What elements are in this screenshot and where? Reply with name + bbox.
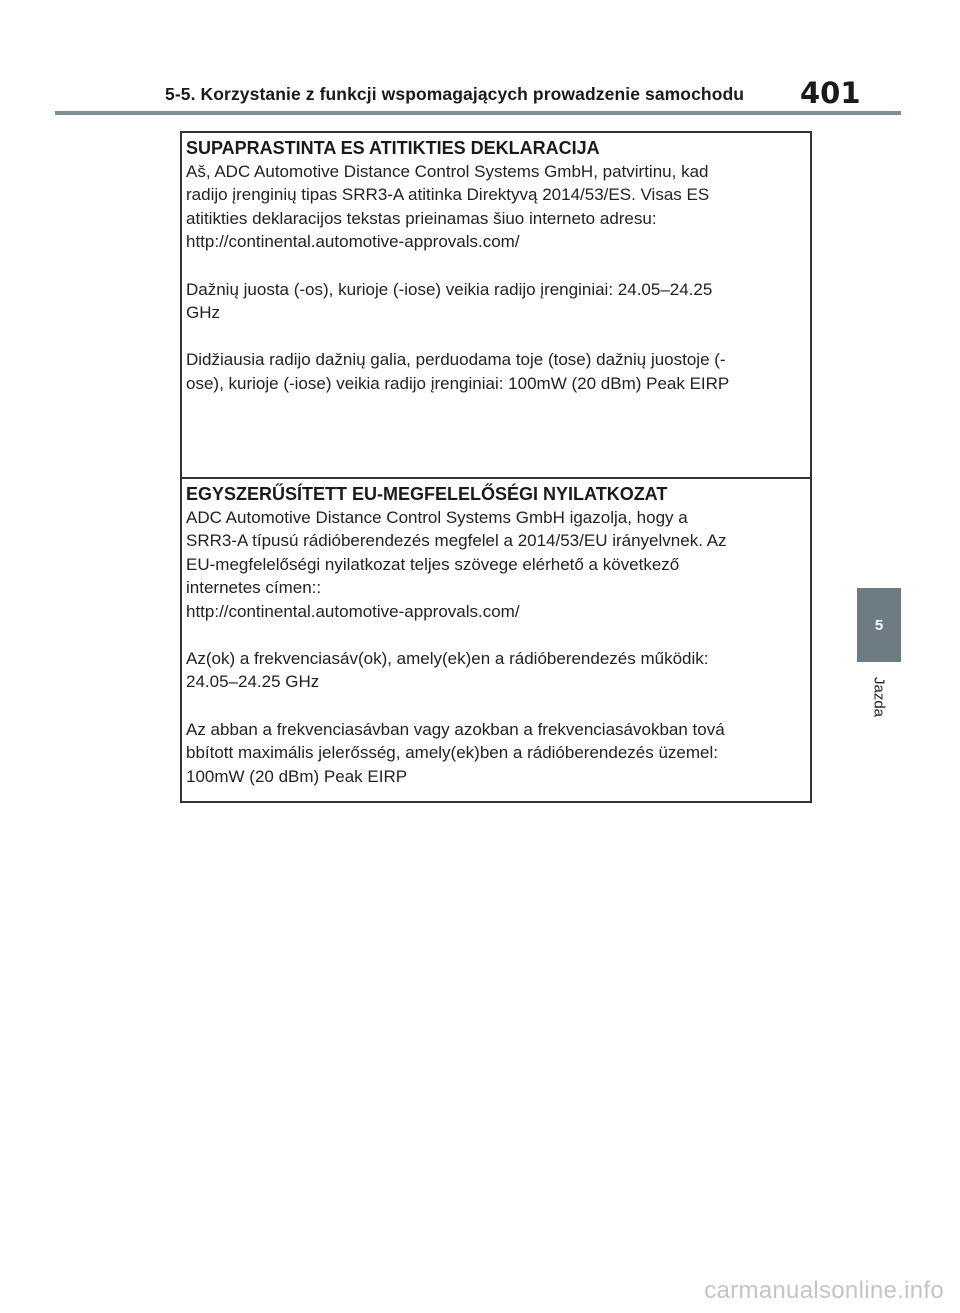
frequency-band-paragraph: Az(ok) a frekvenciasáv(ok), amely(ek)en a rádióberendezés működik: 24.05–24.25 GHz: [186, 649, 709, 692]
max-power-paragraph: Az abban a frekvenciasávban vagy azokban a frekvenciasávokban tová bbított maximális jelerősség, amely(ek)ben a rádióberendezés üzemel: 100mW (20 dBm) Peak EIRP: [186, 719, 725, 786]
chapter-label: Jazda: [870, 676, 888, 718]
chapter-number: 5: [874, 616, 884, 634]
declaration-title: EGYSZERŰSÍTETT EU-MEGFELELŐSÉGI NYILATKOZAT: [186, 484, 668, 504]
declaration-title: SUPAPRASTINTA ES ATITIKTIES DEKLARACIJA: [186, 138, 600, 158]
declaration-hungarian: [182, 479, 810, 801]
chapter-tab: [857, 588, 901, 662]
max-power-paragraph: Didžiausia radijo dažnių galia, perduodama toje (tose) dažnių juostoje (- ose), kurioje (-iose) veikia radijo įrenginiai: 100mW (20 dBm) Peak EIRP: [186, 350, 730, 393]
header-divider: [55, 111, 901, 115]
frequency-band-paragraph: Dažnių juosta (-os), kurioje (-iose) veikia radijo įrenginiai: 24.05–24.25 GHz: [186, 279, 713, 323]
declaration-lithuanian: [182, 133, 810, 477]
section-title: 5-5. Korzystanie z funkcji wspomagających prowadzenie samochodu: [165, 84, 745, 104]
watermark: carmanualsonline.info: [704, 1277, 944, 1304]
declaration-paragraph: ADC Automotive Distance Control Systems GmbH igazolja, hogy a SRR3-A típusú rádióberendezés megfelel a 2014/53/EU irányelvnek. Az EU-megfelelőségi nyilatkozat teljes szövege elérhető a következő internetes címen:: http://continental.automotive-approvals.com/: [186, 508, 727, 621]
declaration-paragraph: Aš, ADC Automotive Distance Control Systems GmbH, patvirtinu, kad radijo įrenginių tipas SRR3-A atitinka Direktyvą 2014/53/ES. Visas ES atitikties deklaracijos tekstas prieinamas šiuo interneto adresu: http://continental.automotive-approvals.com/: [186, 162, 710, 252]
declaration-box: [180, 131, 812, 803]
page-number: 401: [800, 76, 861, 110]
